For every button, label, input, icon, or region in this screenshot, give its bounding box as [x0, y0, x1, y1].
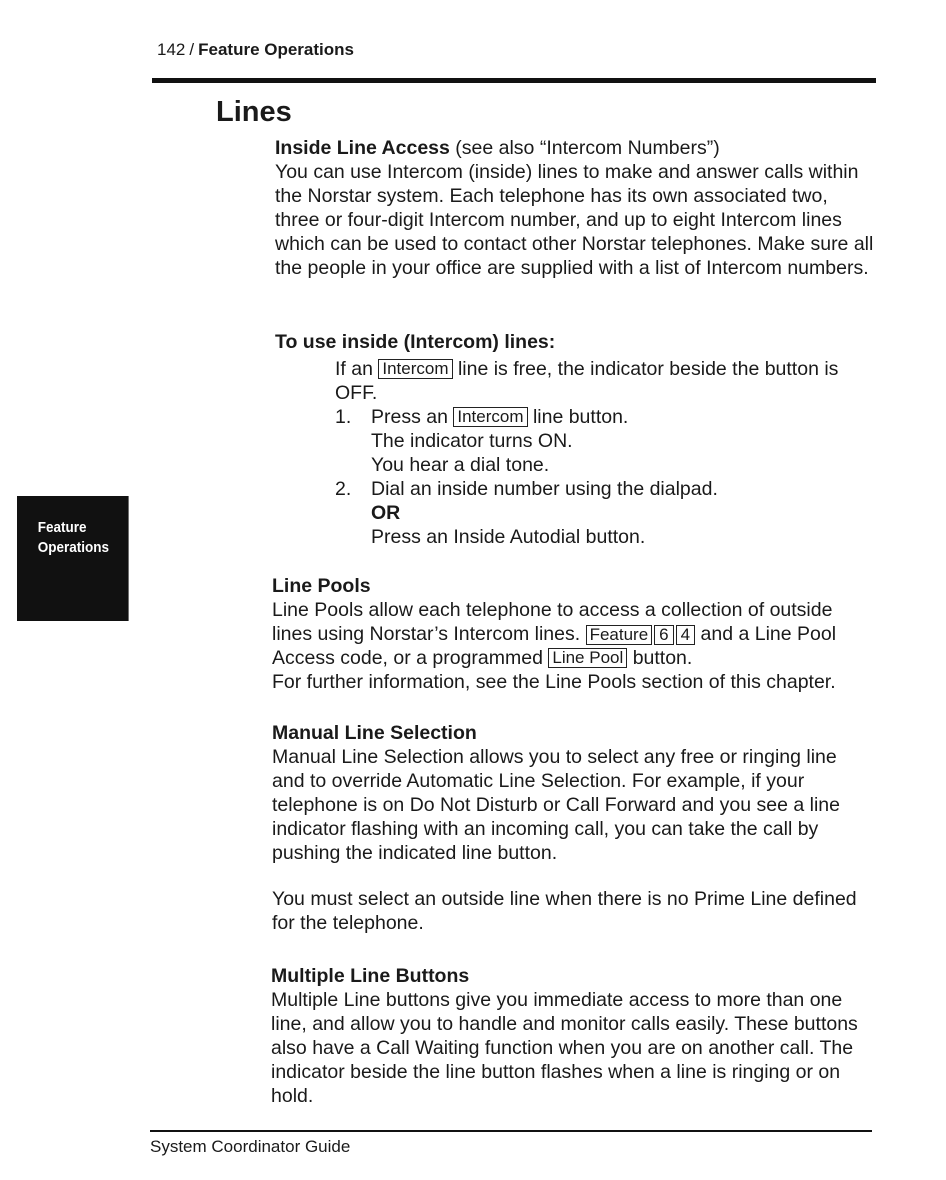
line-pool-key: Line Pool [548, 648, 627, 668]
key-4: 4 [676, 625, 695, 645]
side-tab-line1: Feature [37, 519, 87, 536]
line-pools-heading: Line Pools [272, 575, 371, 597]
page-header [157, 40, 354, 60]
multiple-line-buttons-section [271, 964, 871, 1108]
key-6: 6 [654, 625, 673, 645]
step-1 [335, 405, 875, 477]
inside-line-access-heading: Inside Line Access [275, 137, 450, 159]
header-separator: / [189, 40, 195, 59]
line-pools-section [272, 574, 872, 694]
page-number: 142 [157, 40, 186, 59]
line-pools-further: For further information, see the Line Pools section of this chapter. [272, 671, 836, 693]
step-1-line2: The indicator turns ON. [371, 430, 573, 452]
intercom-key: Intercom [378, 359, 452, 379]
inside-line-access-body: You can use Intercom (inside) lines to make and answer calls within the Norstar system. Each telephone has its own associated two, three or four-digit Intercom number, and up to eight Intercom lines which can be used to contact other Norstar telephones. Make sure all the people in your office are supplied with a list of Intercom numbers. [275, 161, 874, 279]
page-title: Lines [216, 96, 292, 128]
top-rule [152, 78, 876, 83]
intercom-key-step1: Intercom [453, 407, 527, 427]
step-2-number: 2. [335, 478, 352, 500]
manual-line-selection-section [272, 721, 872, 935]
inside-line-access-note: (see also “Intercom Numbers”) [455, 137, 720, 159]
feature-6-4-keys [586, 625, 696, 645]
to-use-instructions [335, 357, 875, 549]
line-pools-body-before: Line Pools allow each telephone to access a collection of outside lines using Norstar’s Intercom lines. [272, 599, 833, 645]
manual-line-selection-heading: Manual Line Selection [272, 722, 477, 744]
line-pools-body-middle: and a Line Pool Access code, or a programmed [272, 623, 837, 669]
multiple-line-buttons-body: Multiple Line buttons give you immediate access to more than one line, and allow you to handle and monitor calls easily. These buttons also have a Call Waiting function when you are on another call. The indicator beside the line button flashes when a line is ringing or on hold. [271, 989, 858, 1107]
to-use-intro-after: line is free, the indicator beside the button is OFF. [335, 358, 839, 404]
step-1-before: Press an [371, 406, 448, 428]
step-1-number: 1. [335, 406, 352, 428]
step-2-or: OR [371, 502, 401, 524]
feature-key: Feature [586, 625, 653, 645]
page-footer: System Coordinator Guide [150, 1137, 351, 1156]
step-2 [335, 477, 875, 549]
manual-line-selection-body: Manual Line Selection allows you to select any free or ringing line and to override Automatic Line Selection. For example, if your telephone is on Do Not Disturb or Call Forward and you see a line indicator flashing with an incoming call, you can take the call by pushing the indicated line button. [272, 746, 840, 864]
to-use-intro-before: If an [335, 358, 373, 380]
side-tab-line2: Operations [37, 539, 109, 556]
side-tab [17, 496, 129, 621]
bottom-rule [150, 1130, 872, 1132]
manual-line-selection-body2: You must select an outside line when there is no Prime Line defined for the telephone. [272, 888, 857, 934]
step-1-line3: You hear a dial tone. [371, 454, 550, 476]
line-pools-body-after: button. [632, 647, 693, 669]
header-section: Feature Operations [198, 40, 354, 59]
step-2-line2: Press an Inside Autodial button. [371, 526, 646, 548]
to-use-heading: To use inside (Intercom) lines: [275, 331, 556, 353]
step-1-after: line button. [532, 406, 629, 428]
step-2-line1: Dial an inside number using the dialpad. [371, 478, 718, 500]
to-use-section [275, 330, 875, 354]
multiple-line-buttons-heading: Multiple Line Buttons [271, 965, 470, 987]
inside-line-access-section [275, 136, 875, 280]
